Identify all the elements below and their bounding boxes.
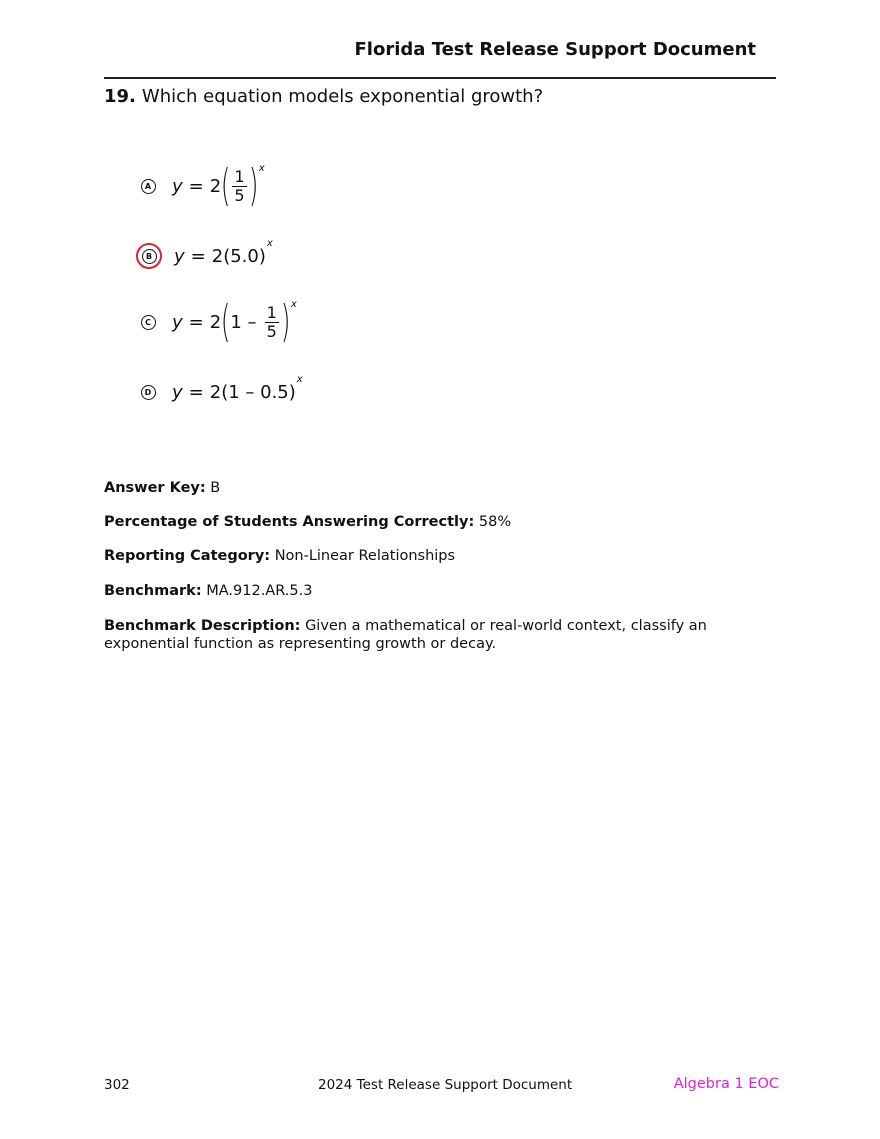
option-a-lhs: y bbox=[172, 175, 183, 197]
option-a-fraction bbox=[232, 168, 246, 205]
question-number: 19. bbox=[104, 86, 136, 107]
option-d-bubble[interactable] bbox=[136, 380, 160, 404]
option-d-exponent: x bbox=[296, 373, 303, 385]
page-number: 302 bbox=[104, 1077, 130, 1093]
footer-document-name: 2024 Test Release Support Document bbox=[318, 1077, 573, 1093]
option-d-letter: D bbox=[141, 385, 156, 400]
option-a-coef: 2 bbox=[209, 175, 222, 197]
option-c-lhs: y bbox=[172, 311, 183, 333]
option-b[interactable] bbox=[136, 236, 273, 276]
answer-key-value: B bbox=[210, 480, 221, 496]
close-paren: ) bbox=[280, 296, 291, 347]
benchmark-label: Benchmark: bbox=[104, 583, 202, 599]
option-c-equals: = bbox=[188, 311, 204, 333]
option-a-denominator: 5 bbox=[234, 185, 245, 205]
option-c-inner: 1 – bbox=[230, 311, 257, 333]
option-d-lhs: y bbox=[172, 381, 183, 403]
benchmark bbox=[104, 582, 724, 600]
benchmark-description bbox=[104, 617, 724, 653]
option-c-coef: 2 bbox=[209, 311, 222, 333]
option-c[interactable] bbox=[136, 296, 297, 347]
document-title: Florida Test Release Support Document bbox=[354, 39, 756, 60]
option-c-equation bbox=[172, 296, 297, 347]
option-b-equation bbox=[174, 237, 273, 267]
option-a-equals: = bbox=[188, 175, 204, 197]
option-d-expression: 2(1 – 0.5) bbox=[209, 381, 296, 403]
option-b-equals: = bbox=[190, 245, 206, 267]
option-c-numerator: 1 bbox=[266, 302, 277, 322]
option-c-bubble[interactable] bbox=[136, 310, 160, 334]
option-b-lhs: y bbox=[174, 245, 185, 267]
option-d-equals: = bbox=[188, 381, 204, 403]
open-paren: ( bbox=[221, 160, 231, 211]
reporting-category-value: Non-Linear Relationships bbox=[274, 548, 456, 564]
question-text: Which equation models exponential growth? bbox=[141, 86, 544, 107]
open-paren: ( bbox=[221, 296, 231, 347]
course-label: Algebra 1 EOC bbox=[673, 1076, 779, 1092]
benchmark-value: MA.912.AR.5.3 bbox=[206, 583, 313, 599]
option-a-bubble[interactable] bbox=[136, 174, 160, 198]
percent-correct bbox=[104, 513, 724, 531]
benchmark-description-value: Given a mathematical or real-world context, classify an exponential function as representing growth or decay. bbox=[104, 618, 707, 652]
option-a-numerator: 1 bbox=[234, 166, 245, 186]
option-a-equation bbox=[172, 160, 265, 211]
option-b-exponent: x bbox=[266, 237, 273, 249]
header-divider bbox=[104, 77, 776, 79]
answer-key bbox=[104, 479, 724, 497]
option-c-letter: C bbox=[141, 315, 156, 330]
percent-correct-value: 58% bbox=[478, 514, 512, 530]
option-c-denominator: 5 bbox=[266, 321, 277, 341]
option-a[interactable] bbox=[136, 160, 265, 211]
option-c-fraction bbox=[265, 304, 279, 341]
option-b-expression: 2(5.0) bbox=[211, 245, 266, 267]
close-paren: ) bbox=[248, 160, 258, 211]
option-d-equation bbox=[172, 373, 303, 403]
question-stem bbox=[104, 86, 543, 107]
reporting-category-label: Reporting Category: bbox=[104, 548, 271, 564]
benchmark-description-label: Benchmark Description: bbox=[104, 618, 301, 634]
option-a-exponent: x bbox=[258, 162, 265, 174]
option-b-bubble-selected[interactable] bbox=[136, 243, 162, 269]
option-c-exponent: x bbox=[290, 298, 297, 310]
percent-correct-label: Percentage of Students Answering Correctly: bbox=[104, 514, 475, 530]
option-a-letter: A bbox=[141, 179, 156, 194]
answer-key-label: Answer Key: bbox=[104, 480, 206, 496]
reporting-category bbox=[104, 547, 724, 565]
option-d[interactable] bbox=[136, 372, 303, 412]
option-b-letter: B bbox=[142, 249, 157, 264]
